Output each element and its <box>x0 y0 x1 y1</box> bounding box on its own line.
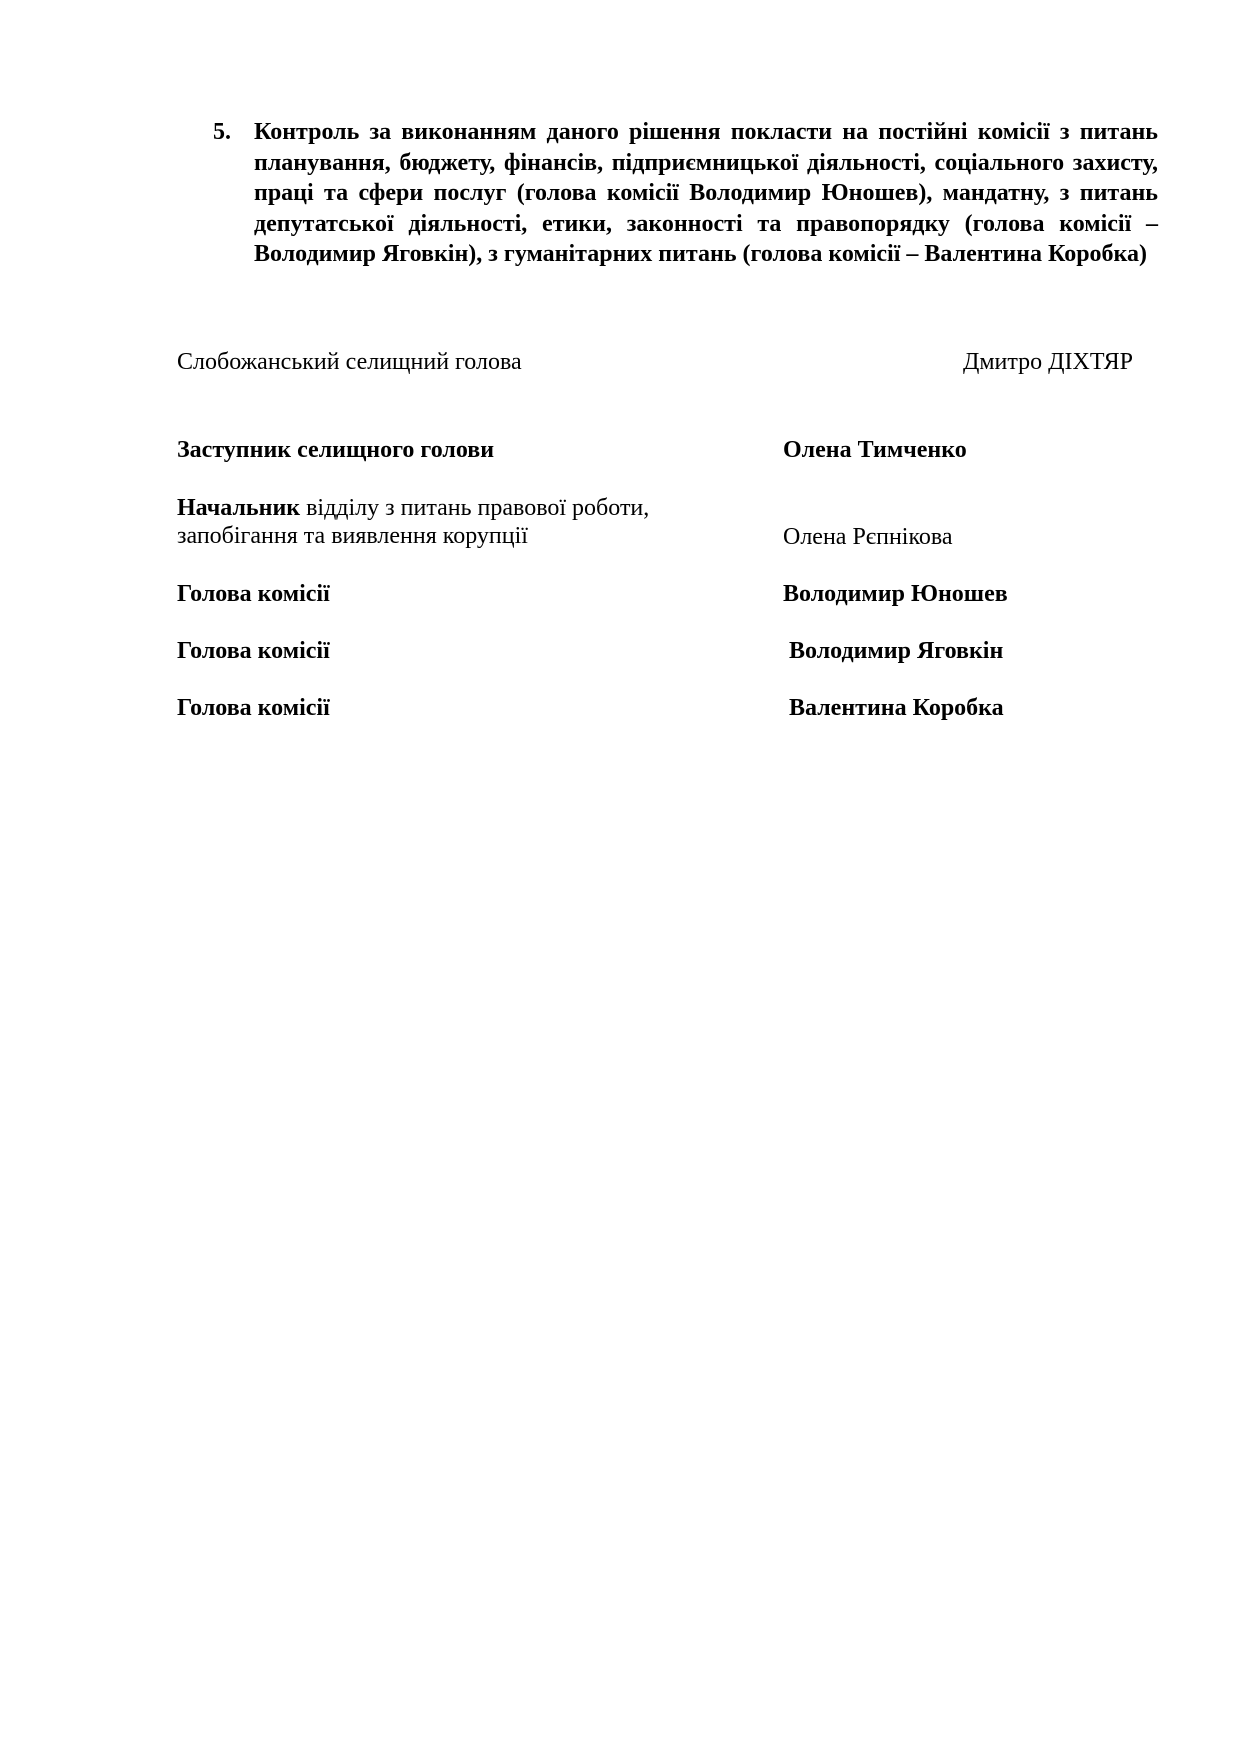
signature-legal-head-title-rest: відділу з питань правової роботи, <box>300 495 650 521</box>
clause-line-5: Володимир Яговкін), з гуманітарних питань (голова комісії – Валентина Коробка) <box>254 241 1148 267</box>
signature-head-title: Слобожанський селищний голова <box>177 349 522 375</box>
signature-head-name: Дмитро ДІХТЯР <box>963 349 1133 375</box>
clause-line-4: депутатської діяльності, етики, законності та правопорядку (голова комісії – <box>254 210 1158 237</box>
signature-commission-3-title: Голова комісії <box>177 695 330 721</box>
clause-line-1: Контроль за виконанням даного рішення покласти на постійні комісії з питань <box>254 119 1158 145</box>
clause-line-2: планування, бюджету, фінансів, підприємницької діяльності, соціального захисту, <box>254 149 1158 176</box>
signature-legal-head <box>177 494 1157 554</box>
signature-legal-head-title <box>177 494 649 550</box>
signature-legal-head-title-line2: запобігання та виявлення корупції <box>177 523 528 549</box>
clause-number: 5. <box>213 119 231 145</box>
signature-commission-2-title: Голова комісії <box>177 638 330 664</box>
clause-5 <box>214 117 1158 270</box>
clause-text <box>254 117 1158 270</box>
signature-commission-3-name: Валентина Коробка <box>789 695 1004 721</box>
clause-line-3: праці та сфери послуг (голова комісії Володимир Юношев), мандатну, з питань <box>254 180 1158 206</box>
signature-commission-2-name: Володимир Яговкін <box>789 638 1004 664</box>
signature-deputy-name: Олена Тимченко <box>783 437 967 463</box>
signature-commission-1-title: Голова комісії <box>177 581 330 607</box>
signature-commission-1-name: Володимир Юношев <box>783 581 1008 607</box>
signature-legal-head-name: Олена Рєпнікова <box>783 524 953 550</box>
signature-legal-head-title-bold: Начальник <box>177 495 301 521</box>
signature-deputy-title: Заступник селищного голови <box>177 437 495 463</box>
